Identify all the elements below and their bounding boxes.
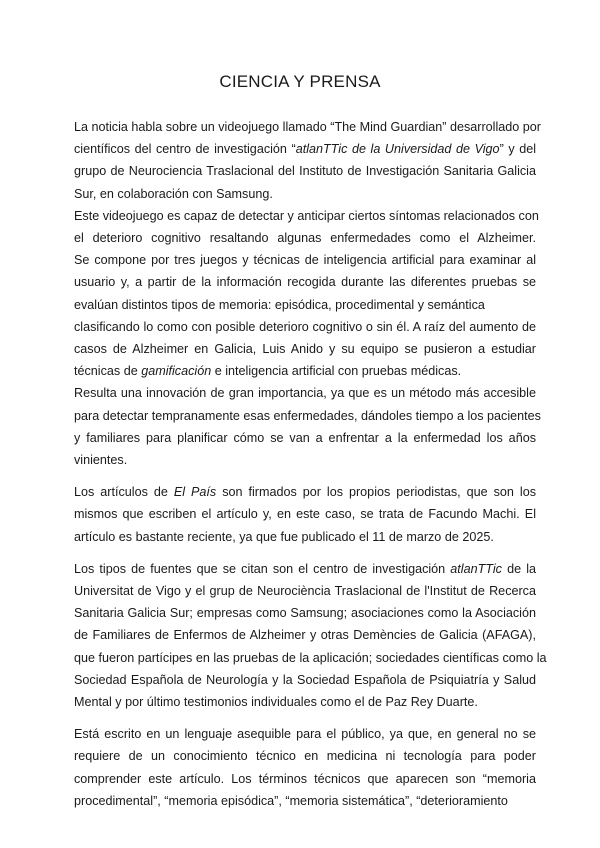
text-line: Los artículos de El País son firmados por los propios periodistas, que son los [74,485,537,500]
text-line: usuario y, a partir de la información recogida durante las diferentes pruebas se [74,275,536,290]
text-line: que fueron partícipes en las pruebas de la aplicación; sociedades científicas como la [74,650,547,665]
text-line: Sociedad Española de Neurología y la Sociedad Española de Psiquiatría y Salud [74,672,536,687]
text-line: La noticia habla sobre un videojuego llamado “The Mind Guardian” desarrollado por [74,120,541,134]
text-line: vinientes. [74,453,128,468]
page-title: CIENCIA Y PRENSA [219,72,381,91]
italic-text: gamificación [141,364,212,379]
text-line: grupo de Neurociencia Traslacional del Instituto de Investigación Sanitaria Galicia [74,164,536,179]
text-line: casos de Alzheimer en Galicia, Luis Anido y su equipo se pusieron a estudiar [74,342,536,357]
paragraph [74,558,547,713]
text-line: Está escrito en un lenguaje asequible para el público, ya que, en general no se [74,727,536,742]
text-line: clasificando lo como con posible deterioro cognitivo o sin él. A raíz del aumento de [74,319,536,334]
text-line: para detectar tempranamente esas enfermedades, dándoles tiempo a los pacientes [74,408,541,423]
italic-text: atlanTTic [450,561,502,576]
paragraph [74,723,536,812]
text-line: Mental y por último testimonios individuales como el de Paz Rey Duarte. [74,695,478,710]
text-line: mismos que escriben el artículo y, en este caso, se trata de Facundo Machi. El [74,507,536,522]
text-line: Este videojuego es capaz de detectar y anticipar ciertos síntomas relacionados con [74,208,539,223]
text-line: técnicas de gamificación e inteligencia artificial con pruebas médicas. [74,364,462,379]
text-line: y familiares para planificar cómo se van a enfrentar a la enfermedad los años [74,430,536,445]
text-line: procedimental”, “memoria episódica”, “memoria sistemática”, “deterioramiento [74,793,508,808]
text-line: artículo es bastante reciente, ya que fue publicado el 11 de marzo de 2025. [74,529,494,544]
italic-text: atlanTTic de la Universidad de Vigo [295,142,500,157]
paragraph [74,481,536,548]
text-line: el deterioro cognitivo resaltando algunas enfermedades como el Alzheimer. [74,231,536,246]
text-line: Universitat de Vigo y el grup de Neurociència Traslacional de l'Institut de Recerca [74,584,536,599]
italic-text: El País [173,485,217,500]
text-line: Resulta una innovación de gran importancia, ya que es un método más accesible [74,386,536,401]
text-line: evalúan distintos tipos de memoria: episódica, procedimental y semántica [74,297,485,312]
paragraph [74,116,541,471]
text-line: de Familiares de Enfermos de Alzheimer y otras Demències de Galicia (AFAGA), [74,628,536,643]
text-line: Sanitaria Galicia Sur; empresas como Samsung; asociaciones como la Asociación [74,606,536,621]
text-line: científicos del centro de investigación “atlanTTic de la Universidad de Vigo” y del [74,142,537,157]
text-line: Sur, en colaboración con Samsung. [74,186,273,201]
text-line: comprender este artículo. Los términos técnicos que aparecen son “memoria [74,771,536,786]
text-line: Se compone por tres juegos y técnicas de inteligencia artificial para examinar al [74,253,536,268]
text-line: Los tipos de fuentes que se citan son el centro de investigación atlanTTic de la [74,561,536,576]
document-body [74,116,547,812]
text-line: requiere de un conocimiento técnico en medicina ni tecnología para poder [74,749,536,764]
